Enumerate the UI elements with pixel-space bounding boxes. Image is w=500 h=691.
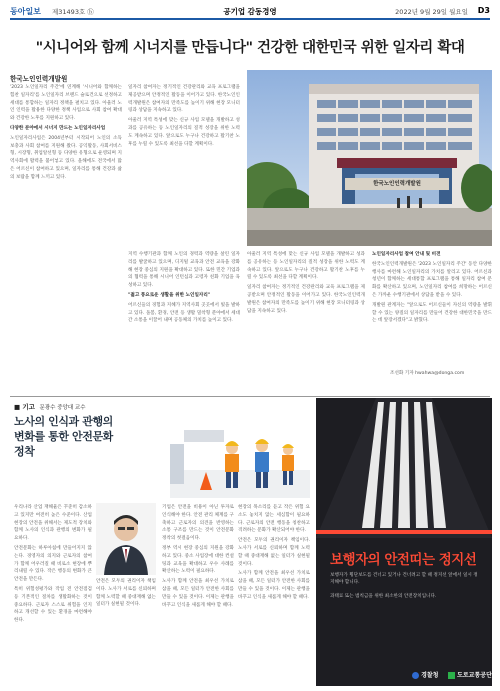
paragraph: 개발원 관계자는 "앞으로도 어르신들이 자신의 역량을 발휘할 수 있는 양질의 일자리를 만들어 건강한 대한민국을 만드는 데 앞장서겠다"고 밝혔다. (372, 302, 492, 324)
paragraph: 일자리 참여자는 정기적인 건강관리와 교육 프로그램을 제공받으며 안정적인 활동을 이어가고 있다. 한국노인인력개발원은 참여자의 만족도를 높이기 위해 현장 모니터링과 상담을 지속하고 있다. (247, 285, 365, 314)
paragraph: 어르신들의 경험과 지혜가 지역사회 곳곳에서 빛을 발하고 있다. 돌봄, 환경, 안전 등 생활 밀착형 분야에서 세대 간 소통을 이끌어 내며 공동체의 가치를 높이고 있다. (128, 302, 240, 324)
building-illustration (247, 70, 492, 246)
paragraph: 현장의 목소리를 듣고 작은 위험 요소도 놓치지 않는 세심함이 필요하다. 근로자의 안전 행동을 칭찬하고 격려하는 문화가 확산되어야 한다. (238, 505, 310, 534)
paragraph: 아울러 지역 특성에 맞는 신규 사업 모델을 개발하고 성과를 공유하는 등 노인일자리의 질적 성장을 위한 노력도 계속하고 있다. 앞으로도 누구나 건강하고 활기찬 노후를 누릴 수 있도록 최선을 다할 계획이다. (247, 252, 365, 281)
opinion-label-text: 기고 (22, 403, 35, 411)
newspaper-logo: 동아일보 (10, 6, 41, 16)
opinion-label: ■ 기고 문광수 중앙대 교수 (14, 403, 86, 411)
workers-illustration (170, 410, 310, 498)
masthead (10, 6, 490, 18)
ad-headline: 보행자의 안전띠는 정지선 (330, 552, 477, 568)
article-quote: "젊고 풍요로운 생활을 위한 노인일자리" (128, 292, 211, 298)
opinion-column-1 (14, 504, 92, 684)
publish-date: 2022년 9월 29일 월요일 (395, 8, 468, 16)
police-logo: 경찰청 (412, 670, 438, 679)
opinion-title-box (14, 414, 116, 504)
issue-number: 제31493호 ⓑ (52, 8, 94, 16)
paragraph: 안전은 모두의 권리이자 책임이다. 노사가 서로를 신뢰하며 함께 노력할 때 중대재해 없는 일터가 실현될 것이다. (96, 579, 156, 608)
article-org: 한국노인인력개발원 (10, 75, 68, 83)
ad-note: 과태료 또는 범칙금을 위한 최소한의 안전장치입니다. (330, 594, 437, 599)
paragraph: 노사가 함께 안전을 최우선 가치로 삼을 때, 모든 일터가 안전한 사회를 만들 수 있을 것이다. 이제는 관행을 바꾸고 인식을 새롭게 해야 할 때다. (162, 579, 234, 608)
header-rule (10, 18, 490, 20)
paragraph: 안전문화는 하루아침에 만들어지지 않는다. 경영자의 의지와 근로자의 참여가 함께 어우러질 때 비로소 현장에 뿌리내릴 수 있다. 작은 행동의 변화가 큰 안전을 만든다. (14, 545, 92, 583)
public-ad (316, 398, 492, 686)
paragraph: 안전은 모두의 권리이자 책임이다. 노사가 서로를 신뢰하며 함께 노력할 때 중대재해 없는 일터가 실현될 것이다. (238, 538, 310, 567)
article-subhead: 다양한 분야에서 시너지 만드는 노인일자리사업 (10, 125, 106, 131)
koroad-emblem-icon (448, 672, 455, 679)
paragraph: '2023 노인일자리 주간'에 연계해 '시니어와 함께하는 힘찬 일자리'를 노인일자리 브랜드 슬로건으로 선정하고 세대를 통합하는 일자리 정책을 펼치고 있다. 아울러 노인 인력을 활용한 다양한 정책 사업으로 사회 참여 확대와 건강한 노후를 지원하고 있다. (10, 85, 122, 122)
opinion-column-1b (96, 578, 156, 684)
opinion-column-3 (238, 504, 310, 684)
article-column-3 (247, 251, 365, 391)
koroad-logo: 도로교통공단 (448, 670, 492, 679)
article-column-2 (128, 251, 240, 391)
ad-description: 보행자가 횡단보도를 건너고 있거나 건너려고 할 때 정지선 앞에서 일시 정지해야 합니다. (330, 573, 478, 585)
page-number: D3 (477, 6, 490, 15)
building-photo (247, 70, 492, 246)
building-sign-text: 한국노인인력개발원 (373, 181, 421, 187)
article-headline: "시니어와 함께 시너지를 만듭니다" 건강한 대한민국 위한 일자리 확대 (35, 40, 465, 56)
photo-credit: 조선화 기자 hwahwa@donga.com (390, 371, 465, 376)
safety-illustration (170, 410, 310, 498)
paragraph: 우리나라 산업 재해율은 꾸준히 감소하고 있지만 여전히 높은 수준이다. 산업 현장의 안전을 위해서는 제도적 장치와 함께 노사의 인식과 관행의 변화가 필요하다. (14, 505, 92, 542)
opinion-column-2 (162, 504, 234, 684)
paragraph: 노사가 함께 안전을 최우선 가치로 삼을 때, 모든 일터가 안전한 사회를 만들 수 있을 것이다. 이제는 관행을 바꾸고 인식을 새롭게 해야 할 때다. (238, 571, 310, 600)
crosswalk-illustration (316, 398, 492, 686)
paragraph: 정부 역시 현장 중심의 지원을 강화하고 있다. 중소 사업장에 대한 컨설팅과 교육을 확대하고 우수 사례를 확산하는 노력이 필요하다. (162, 545, 234, 575)
paragraph: 한국노인인력개발원은 '2023 노인일자리 주간' 동안 다양한 행사를 마련해 노인일자리의 가치를 알리고 있다. 어르신과 청년이 함께하는 세대통합 프로그램을 통해 일자리 참여 문화를 확산하고 있으며, 노인일자리 참여를 희망하는 어르신은 가까운 수행기관에서 상담을 받을 수 있다. (372, 261, 492, 298)
police-emblem-icon (412, 672, 419, 679)
section-title: 공기업 감동경영 (223, 7, 277, 16)
paragraph: 지역 수행기관과 함께 노인의 경력과 역량을 살린 일자리를 발굴하고 있으며, 디지털 교육과 안전 교육을 강화해 현장 중심의 지원을 확대하고 있다. 또한 민간 기업과의 협력을 통해 시니어 인턴십과 고령자 친화 기업을 육성하고 있다. (128, 252, 240, 289)
section-divider (10, 396, 490, 397)
article-column-4 (372, 251, 492, 369)
paragraph: 일자리 참여자는 정기적인 건강관리와 교육 프로그램을 제공받으며 안정적인 활동을 이어가고 있다. 한국노인인력개발원은 참여자의 만족도를 높이기 위해 현장 모니터링과 상담을 지속하고 있다. (128, 85, 240, 114)
paragraph: 특히 위험성평가와 작업 전 안전점검 등 기본적인 절차를 생활화하는 것이 중요하다. 근로자 스스로 위험을 인지하고 개선할 수 있는 환경을 마련해야 한다. (14, 586, 92, 624)
article-column-2-top (128, 84, 240, 246)
opinion-title: 노사의 인식과 관행의 변화를 통한 안전문화 정착 (14, 415, 113, 458)
paragraph: 노인일자리사업은 2004년부터 시작되어 노인의 소득 보충과 사회 참여를 지원해 왔다. 공익활동, 사회서비스형, 시장형, 취업알선형 등 다양한 유형으로 운영되며 지역사회에 활력을 불어넣고 있다. 올해에도 전국에서 많은 어르신이 참여하고 있으며, 일자리를 통해 건강과 삶의 보람을 함께 느끼고 있다. (10, 135, 122, 180)
article-column-1 (10, 84, 122, 390)
paragraph: 아울러 지역 특성에 맞는 신규 사업 모델을 개발하고 성과를 공유하는 등 노인일자리의 질적 성장을 위한 노력도 계속하고 있다. 앞으로도 누구나 건강하고 활기찬 노후를 누릴 수 있도록 최선을 다할 계획이다. (128, 118, 240, 147)
opinion-author: 문광수 중앙대 교수 (39, 405, 86, 411)
article-subhead: 노인일자리사업 참여 안내 및 비전 (372, 252, 441, 257)
paragraph: 기업은 안전을 비용이 아닌 투자로 인식해야 한다. 안전 관리 체계를 구축하고 근로자의 의견을 반영하는 소통 구조를 만드는 것이 안전문화 정착의 첫걸음이다. (162, 505, 234, 542)
author-portrait (96, 503, 156, 575)
author-photo (96, 503, 156, 575)
